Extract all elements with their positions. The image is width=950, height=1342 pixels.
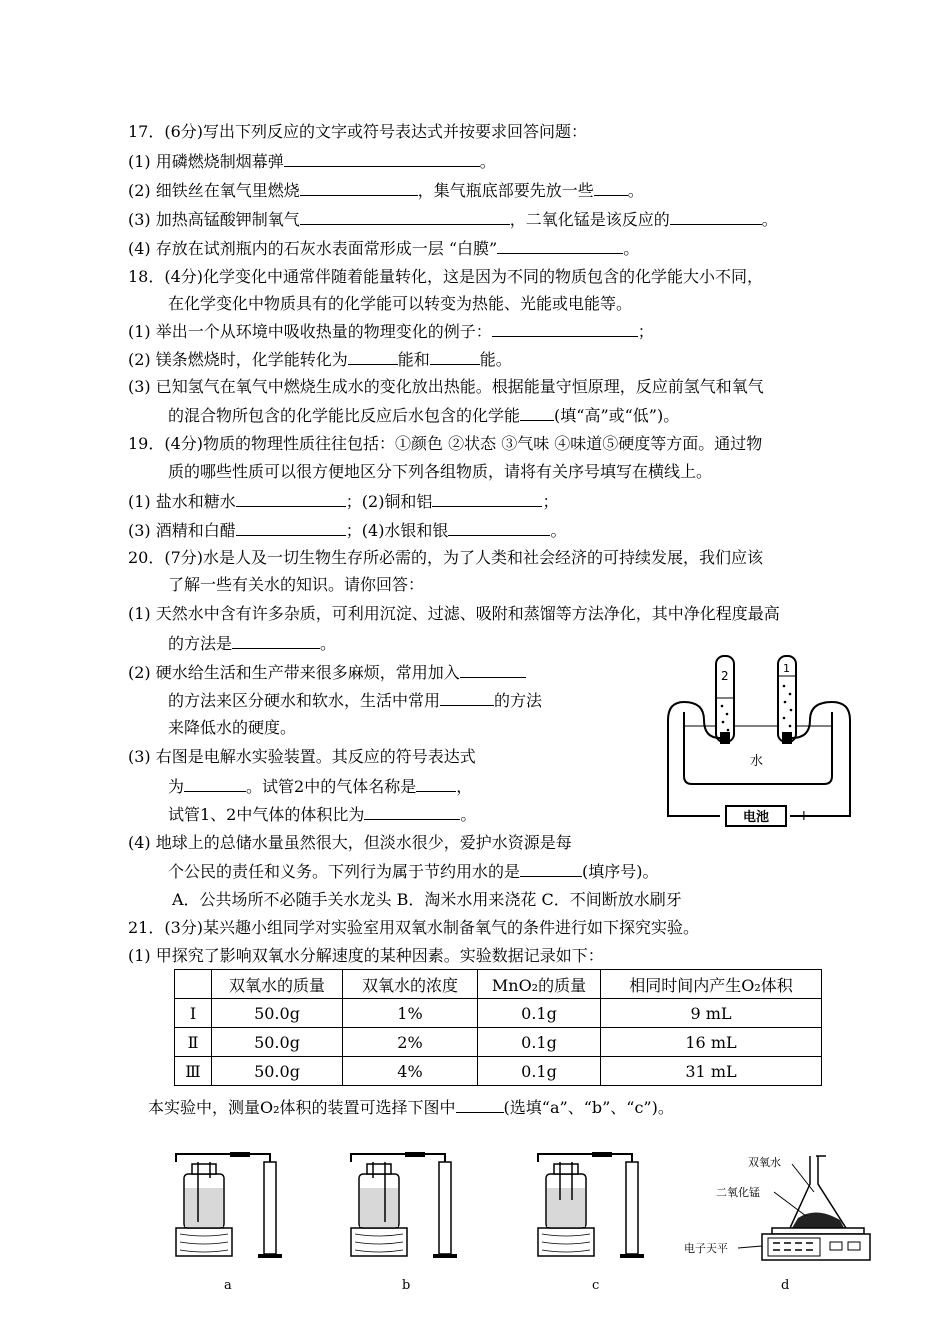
table-cell: 2% [343,1028,478,1057]
table-cell: 4% [343,1057,478,1086]
table-cell: 50.0g [212,999,343,1028]
caption-c: c [592,1278,600,1293]
q19-item2: (3) 酒精和白醋 ；(4)水银和银 。 [128,521,567,540]
q19-head2: 质的哪些性质可以很方便地区分下列各组物质，请将有关序号填写在横线上。 [168,462,713,481]
q17-item2: (2) 细铁丝在氧气里燃烧 ，集气瓶底部要先放一些 。 [128,181,644,200]
q21-after: 本实验中，测量O₂体积的装置可选择下图中 (选填“a”、“b”、“c”)。 [148,1098,674,1117]
answer-blank[interactable] [232,632,320,649]
label-h2o2: 双氧水 [748,1156,781,1169]
answer-blank[interactable] [364,803,460,820]
q18-item3-cont: 的混合物所包含的化学能比反应后水包含的化学能 (填“高”或“低”)。 [168,406,680,425]
q20-head: 20．(7分)水是人及一切生物生存所必需的，为了人类和社会经济的可持续发展，我们应该 [128,548,764,567]
label-balance: 电子天平 [684,1242,728,1255]
answer-blank[interactable] [416,775,456,792]
q17-head: 17．(6分)写出下列反应的文字或符号表达式并按要求回答问题： [128,122,588,141]
table-cell: 50.0g [212,1028,343,1057]
table-row [175,1028,822,1057]
table-cell: 50.0g [212,1057,343,1086]
table-cell: 9 mL [601,999,822,1028]
electrolysis-apparatus [664,650,870,830]
answer-blank[interactable] [492,320,638,337]
answer-blank[interactable] [236,519,346,536]
label-mno2: 二氧化锰 [716,1186,760,1199]
answer-blank[interactable] [456,1096,504,1113]
tube-1-label: 1 [783,662,790,675]
table-cell: 31 mL [601,1057,822,1086]
q18-head2: 在化学变化中物质具有的化学能可以转变为热能、光能或电能等。 [168,294,633,313]
table-cell: Ⅰ [175,999,212,1028]
apparatus-d [680,1148,880,1268]
answer-blank[interactable] [670,208,762,225]
apparatus-c [532,1148,652,1268]
q18-item2: (2) 镁条燃烧时，化学能转化为 能和 能。 [128,350,512,369]
plus-label: + [798,808,810,824]
caption-a: a [224,1278,232,1293]
answer-blank[interactable] [460,661,526,678]
answer-blank[interactable] [300,179,418,196]
answer-blank[interactable] [430,348,480,365]
q17-item3: (3) 加热高锰酸钾制氧气 ，二氧化锰是该反应的 。 [128,210,778,229]
q20-item4-cont: 个公民的责任和义务。下列行为属于节约用水的是 (填序号)。 [168,862,659,881]
table-cell: 0.1g [478,1057,601,1086]
q20-item1: (1) 天然水中含有许多杂质，可利用沉淀、过滤、吸附和蒸馏等方法净化，其中净化程度最高 [128,604,780,623]
table-header-cell: MnO₂的质量 [478,970,601,999]
tube-2-label: 2 [721,669,729,683]
q20-item2-cont2: 来降低水的硬度。 [168,718,297,737]
q20-item3-cont: 为 。试管2中的气体名称是 ， [168,777,473,796]
caption-b: b [402,1278,411,1293]
q19-item1: (1) 盐水和糖水 ；(2)铜和铝 ； [128,492,559,511]
q20-item2-cont: 的方法来区分硬水和软水，生活中常用 的方法 [168,691,543,710]
table-header-cell: 双氧水的质量 [212,970,343,999]
q20-options: A．公共场所不必随手关水龙头 B．淘米水用来浇花 C．不间断放水刷牙 [172,890,682,909]
q20-item1-cont: 的方法是 。 [168,634,337,653]
table-header-cell: 双氧水的浓度 [343,970,478,999]
apparatus-b [345,1148,465,1268]
answer-blank[interactable] [432,490,542,507]
answer-blank[interactable] [236,490,346,507]
q20-item2: (2) 硬水给生活和生产带来很多麻烦，常用加入 [128,661,526,684]
table-cell: 1% [343,999,478,1028]
q20-item3: (3) 右图是电解水实验装置。其反应的符号表达式 [128,747,476,766]
table-cell: 0.1g [478,999,601,1028]
q19-head: 19．(4分)物质的物理性质往往包括：①颜色 ②状态 ③气味 ④味道⑤硬度等方面。通过物 [128,434,763,453]
table-cell: 0.1g [478,1028,601,1057]
q20-item3-cont2: 试管1、2中气体的体积比为 。 [168,805,477,824]
answer-blank[interactable] [184,775,246,792]
table-header-cell [175,970,212,999]
apparatus-a [170,1148,290,1268]
answer-blank[interactable] [594,179,628,196]
answer-blank[interactable] [284,150,480,167]
experiment-table [174,969,822,1086]
table-cell: Ⅲ [175,1057,212,1086]
water-label: 水 [750,754,764,769]
answer-blank[interactable] [440,689,494,706]
answer-blank[interactable] [520,404,554,421]
answer-blank[interactable] [448,519,550,536]
q18-item3: (3) 已知氢气在氧气中燃烧生成水的变化放出热能。根据能量守恒原理，反应前氢气和氧气 [128,377,764,396]
q21-item1: (1) 甲探究了影响双氧水分解速度的某种因素。实验数据记录如下： [128,946,604,965]
table-cell: 16 mL [601,1028,822,1057]
answer-blank[interactable] [520,860,582,877]
answer-blank[interactable] [348,348,398,365]
table-cell: Ⅱ [175,1028,212,1057]
q18-head: 18．(4分)化学变化中通常伴随着能量转化，这是因为不同的物质包含的化学能大小不同， [128,267,764,286]
q20-head2: 了解一些有关水的知识。请你回答： [168,575,425,594]
q17-item1: (1) 用磷燃烧制烟幕弹 。 [128,152,496,171]
table-header-row [175,970,822,999]
q18-item1: (1) 举出一个从环境中吸收热量的物理变化的例子： ； [128,322,654,341]
caption-d: d [781,1278,790,1293]
q21-head: 21．(3分)某兴趣小组同学对实验室用双氧水制备氧气的条件进行如下探究实验。 [128,918,700,937]
answer-blank[interactable] [300,208,510,225]
table-row [175,1057,822,1086]
table-header-cell: 相同时间内产生O₂体积 [601,970,822,999]
q17-item4: (4) 存放在试剂瓶内的石灰水表面常形成一层 “白膜” 。 [128,239,640,258]
table-row [175,999,822,1028]
q20-item4: (4) 地球上的总储水量虽然很大，但淡水很少，爱护水资源是每 [128,833,572,852]
minus-label: — [706,809,719,824]
battery-label: 电池 [742,810,770,825]
answer-blank[interactable] [497,237,623,254]
